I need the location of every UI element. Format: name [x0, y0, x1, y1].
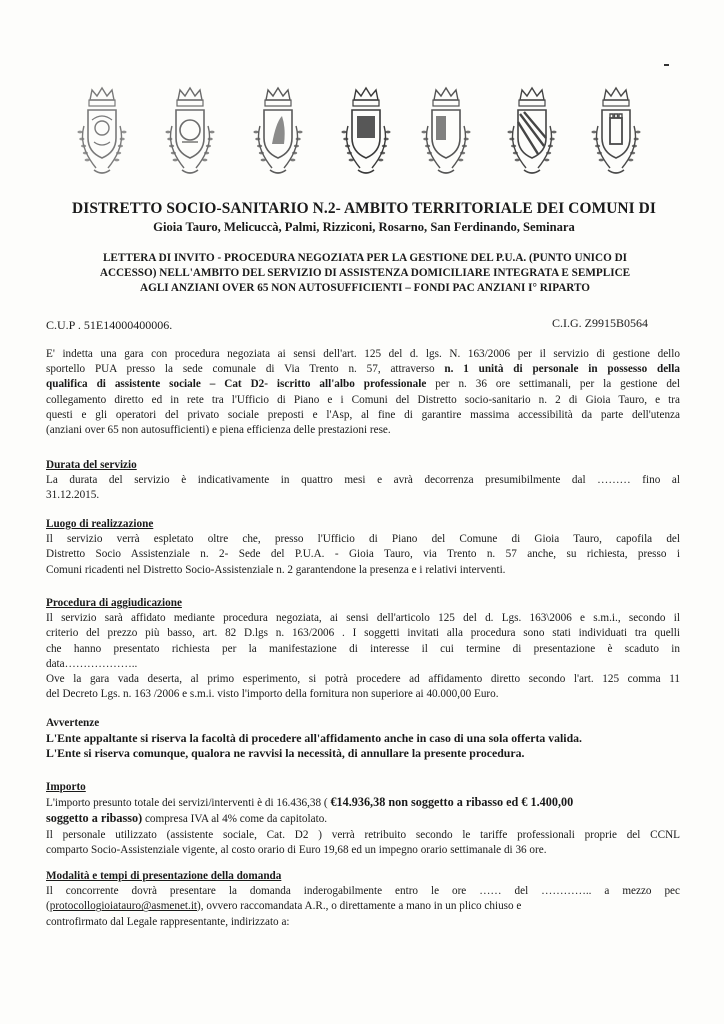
letter-heading [40, 251, 690, 296]
section-luogo [46, 517, 680, 578]
section-title: Avvertenze [46, 717, 100, 729]
section-line: Distretto Socio Assistenziale n. 2- Sede del P.U.A. - Gioia Tauro, via Trento n. 57 anche, su richiesta, presso i [46, 548, 680, 561]
section-procedura [46, 596, 680, 702]
crest-seminara-icon [584, 86, 648, 182]
cup-code: C.U.P . 51E14000400006. [46, 318, 173, 332]
importo-text: compresa IVA al 4% come da capitolato. [142, 813, 328, 826]
section-title: Procedura di aggiudicazione [46, 597, 182, 609]
intro-line: collegamento diretto ed in rete tra l'Ufficio di Piano e i Comuni del Distretto socio-sanitario n. 2 di Gioia Tauro, e tra [46, 393, 680, 406]
modalita-text: ( [46, 900, 50, 913]
section-line [46, 811, 680, 827]
section-line [46, 899, 680, 914]
intro-bold-text: qualifica di assistente sociale – Cat D2- iscritto all'albo professionale [46, 378, 427, 391]
importo-bold-text: €14.936,38 non soggetto a ribasso ed € 1.400,00 [330, 795, 574, 810]
section-durata [46, 458, 680, 504]
importo-bold-text: soggetto a ribasso) [46, 811, 143, 826]
intro-line [46, 362, 680, 377]
section-line: Il personale utilizzato (assistente sociale, Cat. D2 ) verrà retribuito secondo le tariffe professionali proprie del CCNL [46, 828, 680, 841]
municipalities-subtitle: Gioia Tauro, Melicuccà, Palmi, Rizziconi, Rosarno, San Ferdinando, Seminara [153, 220, 575, 234]
section-line: Il concorrente dovrà presentare la domanda inderogabilmente entro le ore …… del ………….. a mezzo pec [46, 885, 680, 898]
intro-line [46, 377, 680, 392]
section-bold-line: L'Ente si riserva comunque, qualora ne ravvisi la necessità, di annullare la presente procedura. [46, 746, 525, 761]
section-line: data……………….. [46, 657, 138, 670]
section-bold-line: L'Ente appaltante si riserva la facoltà di procedere all'affidamento anche in caso di una sola offerta valida. [46, 731, 582, 746]
crest-gioia-tauro-icon [70, 86, 134, 182]
section-line [46, 795, 680, 811]
section-title: Importo [46, 781, 86, 793]
section-title: Luogo di realizzazione [46, 518, 154, 530]
scan-mark [664, 64, 669, 66]
importo-text: L'importo presunto totale dei servizi/interventi è di 16.436,38 ( [46, 797, 331, 810]
crest-melicucca-icon [158, 86, 222, 182]
section-line: Comuni ricadenti nel Distretto Socio-Assistenziale n. 2 garantendone la presenza e i relativi interventi. [46, 563, 506, 576]
pec-email-link[interactable]: protocollogioiatauro@asmenet.it [49, 900, 198, 913]
modalita-text: ), ovvero raccomandata A.R., o direttamente a mano in un plico chiuso e [197, 900, 522, 913]
district-title: DISTRETTO SOCIO-SANITARIO N.2- AMBITO TERRITORIALE DEI COMUNI DI [72, 200, 656, 217]
section-title: Modalità e tempi di presentazione della domanda [46, 870, 282, 882]
section-line: Il servizio verrà espletato oltre che, presso l'Ufficio di Piano del Comune di Gioia Tauro, capofila del [46, 533, 680, 546]
section-line: Ove la gara vada deserta, al primo esperimento, si potrà procedere ad affidamento diretto secondo l'art. 125 comma 11 [46, 673, 680, 686]
section-line: Il servizio sarà affidato mediante procedura negoziata, ai sensi dell'articolo 125 del d. Lgs. 163\2006 e s.m.i., secondo il [46, 612, 680, 625]
section-line: comparto Socio-Assistenziale vigente, al costo orario di Euro 19,68 ed un impegno orario settimanale di 36 ore. [46, 843, 547, 856]
heading-line-1: LETTERA DI INVITO - PROCEDURA NEGOZIATA PER LA GESTIONE DEL P.U.A. (PUNTO UNICO DI [102, 252, 628, 264]
intro-paragraph [46, 347, 680, 438]
section-line: controfirmato dal Legale rappresentante, indirizzato a: [46, 915, 290, 928]
intro-line: E' indetta una gara con procedura negoziata ai sensi dell'art. 125 del d. lgs. N. 163/2006 per il servizio di gestione dello [46, 348, 680, 360]
intro-bold-text: n. 1 unità di personale in possesso della [444, 363, 680, 376]
section-line: La durata del servizio è indicativamente in quattro mesi e avrà decorrenza presumibilmente dal ……… fino al [46, 474, 680, 487]
heading-line-3: AGLI ANZIANI OVER 65 NON AUTOSUFFICIENTI – FONDI PAC ANZIANI I° RIPARTO [140, 282, 590, 294]
crest-rizziconi-icon [334, 86, 398, 182]
intro-line: (anziani over 65 non autosufficienti) e piena efficienza delle prestazioni rese. [46, 424, 391, 437]
municipal-crests-row [70, 86, 670, 182]
crest-rosarno-icon [414, 86, 478, 182]
intro-text: per n. 36 ore settimanali, per la gestione del [426, 378, 680, 391]
cig-code: C.I.G. Z9915B0564 [552, 316, 648, 330]
heading-line-2: ACCESSO) NELL'AMBITO DEL SERVIZIO DI ASSISTENZA DOMICILIARE INTEGRATA E SEMPLICE [99, 267, 631, 279]
section-importo [46, 780, 680, 858]
section-line: del Decreto Lgs. n. 163 /2006 e s.m.i. visto l'importo della fornitura non superiore ai 40.000,00 Euro. [46, 688, 499, 701]
section-modalita [46, 869, 680, 930]
section-line: 31.12.2015. [46, 489, 100, 502]
crest-san-ferdinando-icon [500, 86, 564, 182]
intro-text: sportello PUA presso la sede comunale di Via Trento n. 57, attraverso [46, 363, 445, 376]
section-line: che hanno presentato richiesta per la manifestazione di interesse il cui termine di presentazione è scaduto in [46, 642, 680, 655]
crest-palmi-icon [246, 86, 310, 182]
intro-line: questi e gli operatori del privato sociale preposti e l'Asp, al fine di garantire massima accessibilità da parte dell'utenza [46, 408, 680, 421]
section-title: Durata del servizio [46, 459, 137, 471]
section-avvertenze [46, 716, 680, 762]
section-line: criterio del prezzo più basso, art. 82 D.lgs n. 163/2006 . I soggetti invitati alla procedura sono stati individuati tra quelli [46, 627, 680, 640]
